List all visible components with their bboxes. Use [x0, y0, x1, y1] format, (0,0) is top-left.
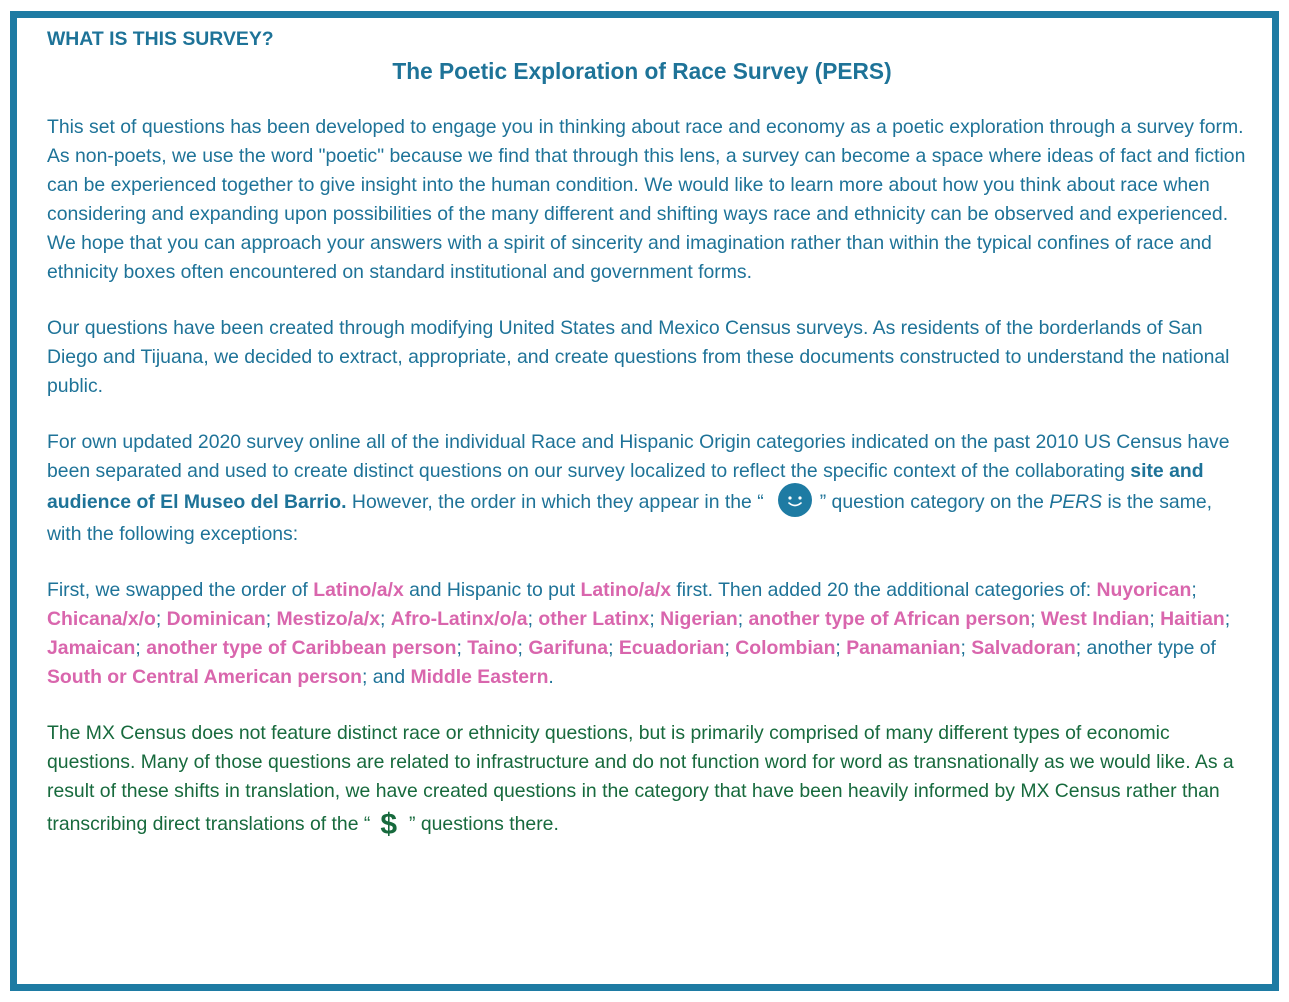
museum-highlight: site and audience of El Museo del Barrio.	[47, 460, 1204, 514]
category-item: another type of African person	[748, 608, 1031, 630]
category-item: Colombian	[735, 637, 836, 659]
text-segment: another type of	[1086, 637, 1216, 659]
text-segment: The MX Census does not feature distinct race or ethnicity questions, but is primarily comprised of many different types of economic questions. Many of those questions are related to infrastructure and do not function word for word as transnationally as we would like. As a result of these shifts in translation, we have created questions in the category that have been heavily informed by MX Census rather than transcribing direct translations of the “	[47, 722, 1234, 835]
category-item: Nigerian	[660, 608, 738, 630]
category-middle-eastern: Middle Eastern	[410, 666, 549, 688]
category-south-central-american: South or Central American person	[47, 666, 362, 688]
census-paragraph: Our questions have been created through modifying United States and Mexico Census surveys. As residents of the borderlands of San Diego and Tijuana, we decided to extract, appropriate, and create questions from these documents constructed to understand the national public.	[47, 317, 1230, 397]
text-segment: However, the order in which they appear in the “	[346, 491, 764, 514]
category-item: Chicana/x/o	[47, 608, 156, 630]
text-segment: First, we swapped the order of	[47, 579, 314, 601]
category-latino: Latino/a/x	[580, 579, 672, 601]
mx-census-paragraph	[47, 719, 1247, 839]
text-segment: For own updated 2020 survey online all of the individual Race and Hispanic Origin categories indicated on the past 2010 US Census have been separated and used to create distinct questions on our survey localized to reflect the specific context of the collaborating	[47, 431, 1230, 482]
text-segment: first. Then added 20 the additional categories of:	[671, 579, 1097, 601]
category-item: Salvadoran	[971, 637, 1076, 659]
category-list: Nuyorican; Chicana/x/o; Dominican; Mestizo/a/x; Afro-Latinx/o/a; other Latinx; Nigerian; another type of African person; West Indian; Haitian; Jamaican; another type of Caribbean person; Taino; Garifuna; Ecuadorian; Colombian; Panamanian; Salvadoran;	[47, 579, 1231, 659]
text-segment: ” questions there.	[409, 813, 559, 835]
text-segment: ” question category on the	[819, 491, 1050, 514]
category-item: Dominican	[166, 608, 266, 630]
category-item: other Latinx	[538, 608, 650, 630]
category-item: another type of Caribbean person	[146, 637, 457, 659]
category-item: Afro-Latinx/o/a	[390, 608, 528, 630]
text-segment: is the same, with the following exceptions:	[47, 491, 1213, 545]
smiley-face-icon	[778, 483, 812, 517]
category-item: Taino	[467, 637, 518, 659]
intro-paragraph: This set of questions has been developed to engage you in thinking about race and economy as a poetic exploration through a survey form. As non-poets, we use the word "poetic" because we find that through this lens, a survey can become a space where ideas of fact and fiction can be experienced together to give insight into the human condition. We would like to learn more about how you think about race when considering and expanding upon possibilities of the many different and shifting ways race and ethnicity can be observed and experienced. We hope that you can approach your answers with a spirit of sincerity and imagination rather than within the typical confines of race and ethnicity boxes often encountered on standard institutional and government forms.	[47, 116, 1246, 283]
exceptions-paragraph	[47, 576, 1247, 692]
section-heading: WHAT IS THIS SURVEY?	[47, 28, 274, 50]
category-item: Nuyorican	[1096, 579, 1192, 601]
categories-paragraph	[47, 428, 1247, 549]
survey-info-content	[47, 24, 1247, 839]
category-item: Mestizo/a/x	[276, 608, 380, 630]
category-item: Garifuna	[528, 637, 609, 659]
category-item: West Indian	[1040, 608, 1150, 630]
text-segment: ; and	[361, 666, 411, 688]
pers-italic: PERS	[1049, 491, 1103, 514]
category-item: Jamaican	[47, 637, 136, 659]
survey-title: The Poetic Exploration of Race Survey (PERS)	[392, 58, 892, 84]
category-item: Haitian	[1160, 608, 1225, 630]
category-latino: Latino/a/x	[313, 579, 404, 601]
category-item: Panamanian	[846, 637, 961, 659]
text-segment: .	[548, 666, 554, 688]
text-segment: and Hispanic to put	[403, 579, 581, 601]
category-item: Ecuadorian	[618, 637, 725, 659]
dollar-sign-icon: $	[380, 808, 398, 841]
